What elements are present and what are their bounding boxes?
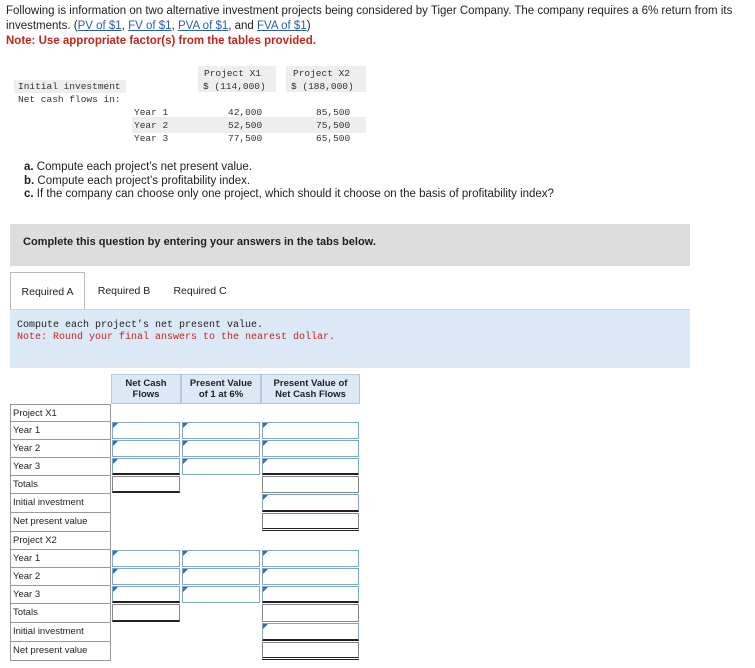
row-x2-year-3: Year 3 bbox=[10, 586, 111, 604]
input-x2-year3-cash[interactable] bbox=[112, 586, 180, 603]
cell-x2-totals-cash[interactable] bbox=[112, 604, 180, 622]
input-x2-year3-pv[interactable] bbox=[262, 586, 359, 603]
input-x2-year2-pv[interactable] bbox=[262, 568, 359, 585]
input-x1-year3-factor[interactable] bbox=[182, 458, 260, 475]
tab-required-a[interactable]: Required A bbox=[10, 272, 85, 310]
banner-text: Complete this question by entering your answers in the tabs below. bbox=[23, 236, 376, 248]
input-x2-initial-investment[interactable] bbox=[262, 623, 359, 641]
header-project-x1: Project X1 bbox=[204, 68, 262, 79]
instruction-panel bbox=[10, 309, 690, 368]
factor-note: Note: Use appropriate factor(s) from the tables provided. bbox=[6, 35, 316, 47]
initial-x1-value: $ (114,000) bbox=[203, 81, 266, 92]
input-x2-year3-factor[interactable] bbox=[182, 586, 260, 603]
cell-x1-net-present-value[interactable] bbox=[262, 513, 359, 531]
input-x1-initial-investment[interactable] bbox=[262, 494, 359, 512]
rounding-note: Note: Round your final answers to the nearest dollar. bbox=[17, 332, 336, 343]
year-x2-value: 75,500 bbox=[316, 120, 351, 131]
row-x1-totals: Totals bbox=[10, 476, 111, 494]
intro-sentence: Following is information on two alternative investment projects being considered by Tiger Company. The company requires a 6% return from its investments. ( bbox=[6, 5, 733, 32]
row-x1-year-3: Year 3 bbox=[10, 458, 111, 476]
row-project-x1: Project X1 bbox=[10, 404, 111, 422]
intro-text: Following is information on two alternative investment projects being considered by Tiger Company. The company requires a 6% return from its investments. (PV of $1, FV of $1, PVA of $1, and FVA of $1) bbox=[6, 5, 733, 32]
input-x1-year2-factor[interactable] bbox=[182, 440, 260, 457]
col-pv-net-cash-flows: Present Value of Net Cash Flows bbox=[261, 374, 360, 404]
year-x1-value: 52,500 bbox=[228, 120, 263, 131]
row-x2-totals: Totals bbox=[10, 604, 111, 623]
input-x1-year3-cash[interactable] bbox=[112, 458, 180, 475]
row-x2-initial-investment: Initial investment bbox=[10, 623, 111, 642]
input-x1-year1-factor[interactable] bbox=[182, 422, 260, 439]
link-fva-of-1[interactable]: FVA of $1 bbox=[257, 20, 307, 32]
question-list bbox=[24, 161, 554, 202]
row-x1-year-2: Year 2 bbox=[10, 440, 111, 458]
row-x1-net-present-value: Net present value bbox=[10, 513, 111, 532]
initial-investment-label: Initial investment bbox=[18, 81, 121, 92]
row-project-x2: Project X2 bbox=[10, 532, 111, 550]
row-x2-net-present-value: Net present value bbox=[10, 642, 111, 661]
tab-required-b[interactable]: Required B bbox=[97, 285, 151, 297]
year-x1-value: 42,000 bbox=[228, 107, 263, 118]
row-x1-year-1: Year 1 bbox=[10, 422, 111, 440]
question-c: c. If the company can choose only one project, which should it choose on the basis of profitability index? bbox=[24, 188, 554, 200]
year-x2-value: 65,500 bbox=[316, 133, 351, 144]
input-x2-year2-cash[interactable] bbox=[112, 568, 180, 585]
tab-required-c[interactable]: Required C bbox=[173, 285, 227, 297]
net-cash-flows-label: Net cash flows in: bbox=[18, 94, 121, 105]
year-x2-value: 85,500 bbox=[316, 107, 351, 118]
col-pv-of-1: Present Value of 1 at 6% bbox=[181, 374, 261, 404]
row-x2-year-2: Year 2 bbox=[10, 568, 111, 586]
year-label: Year 1 bbox=[134, 107, 169, 118]
instruction-text: Compute each project’s net present value. bbox=[17, 320, 264, 331]
instructions-banner bbox=[10, 224, 690, 266]
year-label: Year 3 bbox=[134, 133, 169, 144]
header-project-x2: Project X2 bbox=[293, 68, 351, 79]
question-b: b. Compute each project’s profitability index. bbox=[24, 174, 251, 187]
link-fv-of-1[interactable]: FV of $1 bbox=[128, 20, 172, 32]
cell-x1-totals-cash[interactable] bbox=[112, 476, 180, 493]
row-x2-year-1: Year 1 bbox=[10, 550, 111, 568]
row-x1-initial-investment: Initial investment bbox=[10, 494, 111, 513]
year-label: Year 2 bbox=[134, 120, 169, 131]
year-x1-value: 77,500 bbox=[228, 133, 263, 144]
link-pv-of-1[interactable]: PV of $1 bbox=[77, 20, 122, 32]
input-x1-year3-pv[interactable] bbox=[262, 458, 359, 475]
input-x2-year1-cash[interactable] bbox=[112, 550, 180, 567]
cell-x1-totals-pv[interactable] bbox=[262, 476, 359, 493]
input-x2-year1-factor[interactable] bbox=[182, 550, 260, 567]
input-x1-year1-pv[interactable] bbox=[262, 422, 359, 439]
input-x1-year1-cash[interactable] bbox=[112, 422, 180, 439]
question-a: a. Compute each project’s net present value. bbox=[24, 161, 253, 173]
link-pva-of-1[interactable]: PVA of $1 bbox=[177, 20, 229, 32]
input-x2-year1-pv[interactable] bbox=[262, 550, 359, 567]
input-x1-year2-cash[interactable] bbox=[112, 440, 180, 457]
cell-x2-net-present-value[interactable] bbox=[262, 642, 359, 660]
input-x2-year2-factor[interactable] bbox=[182, 568, 260, 585]
cell-x2-totals-pv[interactable] bbox=[262, 604, 359, 622]
col-net-cash-flows: Net Cash Flows bbox=[111, 374, 181, 404]
initial-x2-value: $ (188,000) bbox=[291, 81, 354, 92]
input-x1-year2-pv[interactable] bbox=[262, 440, 359, 457]
